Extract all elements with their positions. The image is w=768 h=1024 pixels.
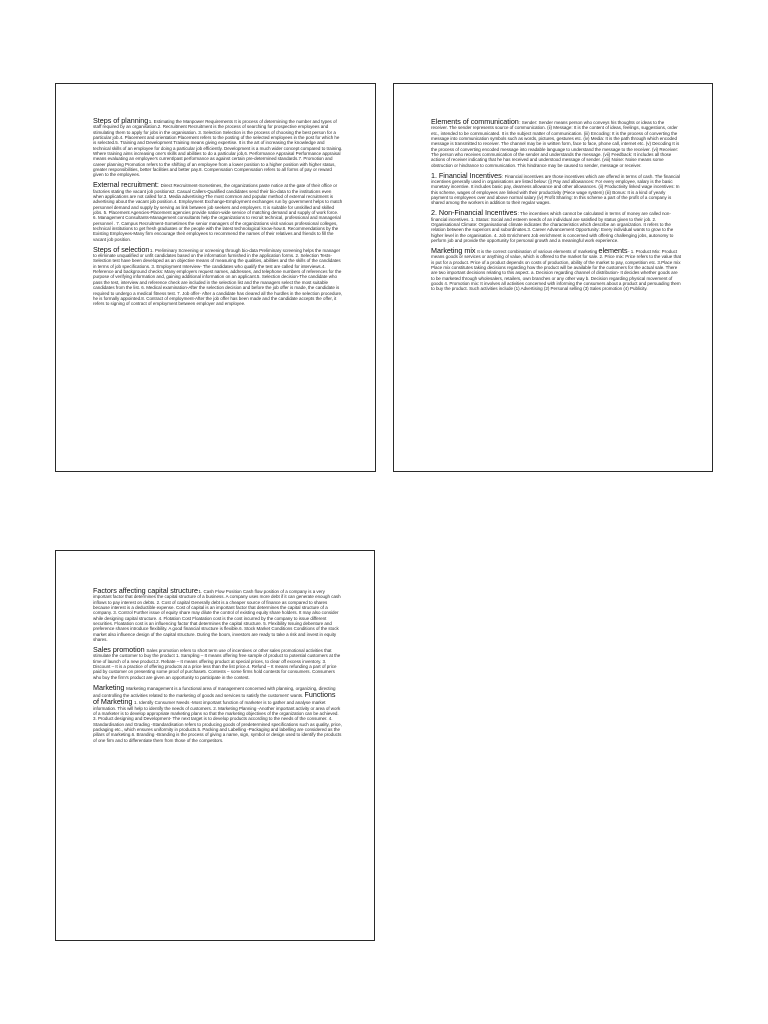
paragraph-text: : The incentives which cannot be calculated in terms of money are called non-financial incentives. 1. Status: Social and esteem needs of an individual are satisfied by status given to their job. 2. Organisational Climate: Organisational climate indicates the characteristics which describe an organization. It refers to the relation between the superiors and subordinates.3. Career Advancement Opportunity: Every individual wants to grow to the higher level in the organisation. 4. Job Enrichment Job enrichment is concerned with offering challenging jobs, autonomy to perform job and provide the opportunity for personal growth and a meaningful work experience. [431,211,674,244]
paragraph [431,247,681,292]
paragraph-text: 1. Cash Flow Position Cash flow position of a company is a very important factor that determines the capital structure of a business. A company uses more debt if it can generate enough cash inflows to pay interest on debts. 2. Cost of capital Generally debt is a cheaper source of finance as compared to shares because interest is a deductible expense. Cost of capital is an important factor that determines the capital structure of a company. 3. Control Further issue of equity share may dilute the control of existing equity share holders. It may also consider while designing capital structure. 4. Flotation Cost Floatation cost is the cost incurred by the company to issue different securities. Floatation cost is an influencing factor that determines the capital structure. 5. Flexibility Issuing debenture and preference shares introduce flexibility. A good financial structure is flexible.6. Stock Market Conditions Conditions of the stock market also influence design of the capital structure. During the boom, investors are ready to take a risk and invest in equity shares. [93,589,341,643]
paragraph-text: : Financial incentives are those incentives which are offered in terms of cash. The financial incentives generally used in organisations are listed below: (i) Pay and allowances: For every employee, salary is the basic monetary incentive. It includes basic pay, dearness allowance and other allowances. (ii) Productivity linked wage incentives: In this scheme, wages of employees are linked with their productivity (Piece wage system) (iii) Bonus: It is a kind of yearly payment to employees over and above normal salary (iv) Profit Sharing: In this scheme a part of the profit of a company is shared among the workers in addition to their regular wages. [431,173,680,206]
paragraph [431,209,681,243]
paragraph [93,587,343,642]
document-page-2 [393,83,713,472]
page-1-content [93,117,343,310]
page-3-content [93,587,343,747]
section-heading: 1. Financial Incentives [431,170,502,180]
paragraph [93,646,343,680]
section-heading: Steps of selection [93,244,150,254]
section-heading: Elements of communication [431,117,519,126]
paragraph-text: Marketing management is a functional area of management concerned with planning, organizing, directing and controlling the activities related to the marketing of goods and services to satisfy the customers' wants. [93,685,336,699]
paragraph-text: 1. Estimating the Manpower Requirements It is process of determining the number and types of staff required by an organisation.2. Recruitment Recruitment is the process of searching for prospective employees and stimulating them to apply for jobs in the organisation. 3. Selection Selection is the process of choosing the best person for a particular job.4. Placement and orientation Placement refers to the posting of the selected employees in the post for which he is selected.5. Training and Development Training means giving expertise. It is the art of increasing the knowledge and technical skills of an employee for doing a particular job efficiently. Development is a much wider concept compared to training. Where training aims increasing one's skills and abilities to do a particular job,6. Performance Appraisal Performance appraisal means evaluating an employee's current/past performance as against certain pre-determined standards.7. Promotion and career planning Promotion refers to the shifting of an employee from a lower position to a higher position with higher status, greater responsibilities, better facilities and better pay.8. Compensation Compensation refers to all forms of pay or reward given to the employees. [93,119,343,178]
section-heading: 2. Non-Financial Incentives [431,208,518,218]
section-heading: Sales promotion [93,645,145,655]
section-heading: Marketing [93,682,125,692]
document-page-3 [55,550,375,941]
paragraph-text: : Sender: Sender means person who conveys his thoughts or ideas to the receiver. The sender represents source of communication. (ii) Message: It is the content of ideas, feelings, suggestions, order etc., intended to be communicated. It is the subject matter of communication. (iii) Encoding: It is the process of converting the message into communication symbols such as words, pictures, gestures etc. (iv) Media: It is the path through which encoded message is transmitted to receiver. The channel may be in written form, face to face, phone call, internet etc. (v) Decoding It is the process of converting encoded message into readable language to understand the message to the receiver. (vi) Receiver: The person who receives communication of the sender and understands the message. (vii) Feedback: It includes all those actions of receiver indicating that he has received and understood message of sender. (viii) Noise: Noise means some obstruction or hindrance to communication. This hindrance may be caused to sender, message or receiver. [431,120,680,168]
paragraph-text: 1. Preliminary Screening or screening through bio-data Preliminary screening helps the manager to eliminate unqualified or unfit candidates based on the information furnished in the application forms. 2. Selection Tests-Selection test have been developed as an objective means of measuring the qualities, abilities and the skills of the candidates in terms of job specifications. 3. Employment Interview- The candidates who qualify the test are called for interviews.4. Reference and background checks: Many employers request names, addresses, and telephone numbers of references for the purpose of verifying information and, gaining additional information on an applicant.5. Selection decision-The candidate who pass the test, interview and reference check are included in the selection list and the managers select the most suitable candidates from the list. 6. Medical examination-After the selection decision and before the job offer is made, the candidate is required to undergo a medical fitness test. 7. Job offer- After a candidate has cleared all the hurdles in the selection procedure, he is formally appointed.8. Contract of employment-After the job offer has been made and the candidate accepts the offer, it refers to signing of contract of employment between employer and employee. [93,247,343,307]
paragraph [93,246,343,307]
paragraph [93,117,343,178]
section-heading: Factors affecting capital structure [93,586,199,595]
inline-heading: elements [598,246,628,255]
document-page-1 [55,83,376,472]
paragraph [431,172,681,206]
page-2-content [431,118,681,295]
inline-heading: Functions of Marketing [93,690,336,707]
paragraph [93,684,343,743]
paragraph-text: It is the correct combination of various elements of marketing [475,249,599,254]
paragraph-text: Sales promotion refers to short term use of incentives or other sales promotional activities that stimulate the customer to buy the product 1. Sampling – It means offering free sample of product to potential customers at the time of launch of a new product.2. Rebate – It means offering product at special prices, to clear off excess inventory. 3. Discount – It is a practice of offering products at a price less than the list price.4. Refund – It means refunding a part of price paid by customer on presenting some proof of purchase5. Contests – some firms hold contests for consumers. Consumers who buy the firm's product are given an opportunity to participate in the contest. [93,648,341,680]
paragraph-text-continued: 1. Identify Consumer Needs -Most important function of marketer is to gather and analyse market information. This will help to identify the needs of customers. 2. Marketing Planning -Another important activity or area of work of a marketer is to develop appropriate marketing plans so that the marketing objectives of the organization can be achieved. 3. Product designing and Development- The next target is to develop products according to the needs of the consumer. 4. Standardisation and Grading -Standardisation refers to producing goods of predetermined specifications such as quality, price, packaging etc., which ensures uniformity in products.5. Packing and Labelling -Packaging and labelling are considered as the pillars of marketing.6. Branding -Branding is the process of giving a name, sign, symbol or design used to identify the products of one firm and to differentiate them from those of the competitors. [93,700,342,743]
paragraph-text: Direct Recruitment-Sometimes, the organizations paste notice at the gate of their office or factories stating the vacant job positions2. Casual Callers-Qualified candidates send their bio-data to the institutions even when applications are not called for.3. Media advertising-The most common and popular method of external recruitment is advertising about the vacant job position.4. Employment Exchange-Employment exchanges run by government helps to match personnel demand and supply by serving as link between job seekers and employers. It is suitable for unskilled and skilled jobs. 5. Placement Agencies-Placement agencies provide nation-wide service of matching demand and supply of work force. 6. Management Consultants-Management consultants help the organizations to recruit technical, professional and managerial personnel . 7. Campus Recruitment-Sometimes the senior managers of the organizations visit various professional colleges, technical institutions to get fresh graduates or the people with the latest technological know-how.8. Recommendations by the Existing Employees-Many firm encourage their employees to recommend the names of their relatives and friends to fill the vacant job position. [93,183,343,242]
paragraph [431,118,681,168]
paragraph [93,181,343,242]
section-heading: Steps of planning [93,116,149,125]
section-heading: Marketing mix [431,246,476,255]
section-heading: External recruitment: [93,180,159,190]
paragraph-text-continued: - 1. Product Mix: Product means goods or services or anything of value, which is offered to the market for sale. 2. Price mix: Price refers to the value that is put for a product. Price of a product depends on costs of production, ability of the market to pay, competition etc. 3.Place mix Place mix constitutes taking decisions regarding how the product will be available for the customers for the actual sale. There are two important decisions relating to this aspect. a. Decision regarding channel of distribution- It decides whether goods are to be marketed through wholesalers, retailers, own branches or any other way b. Decision regarding physical movement of goods 4. Promotion mix: It involves all activities concerned with informing the consumers about a product and persuading them to buy the product. Such activities include (1) Advertising (2) Personal selling (3) Sales promotion (4) Publicity. [431,249,681,292]
